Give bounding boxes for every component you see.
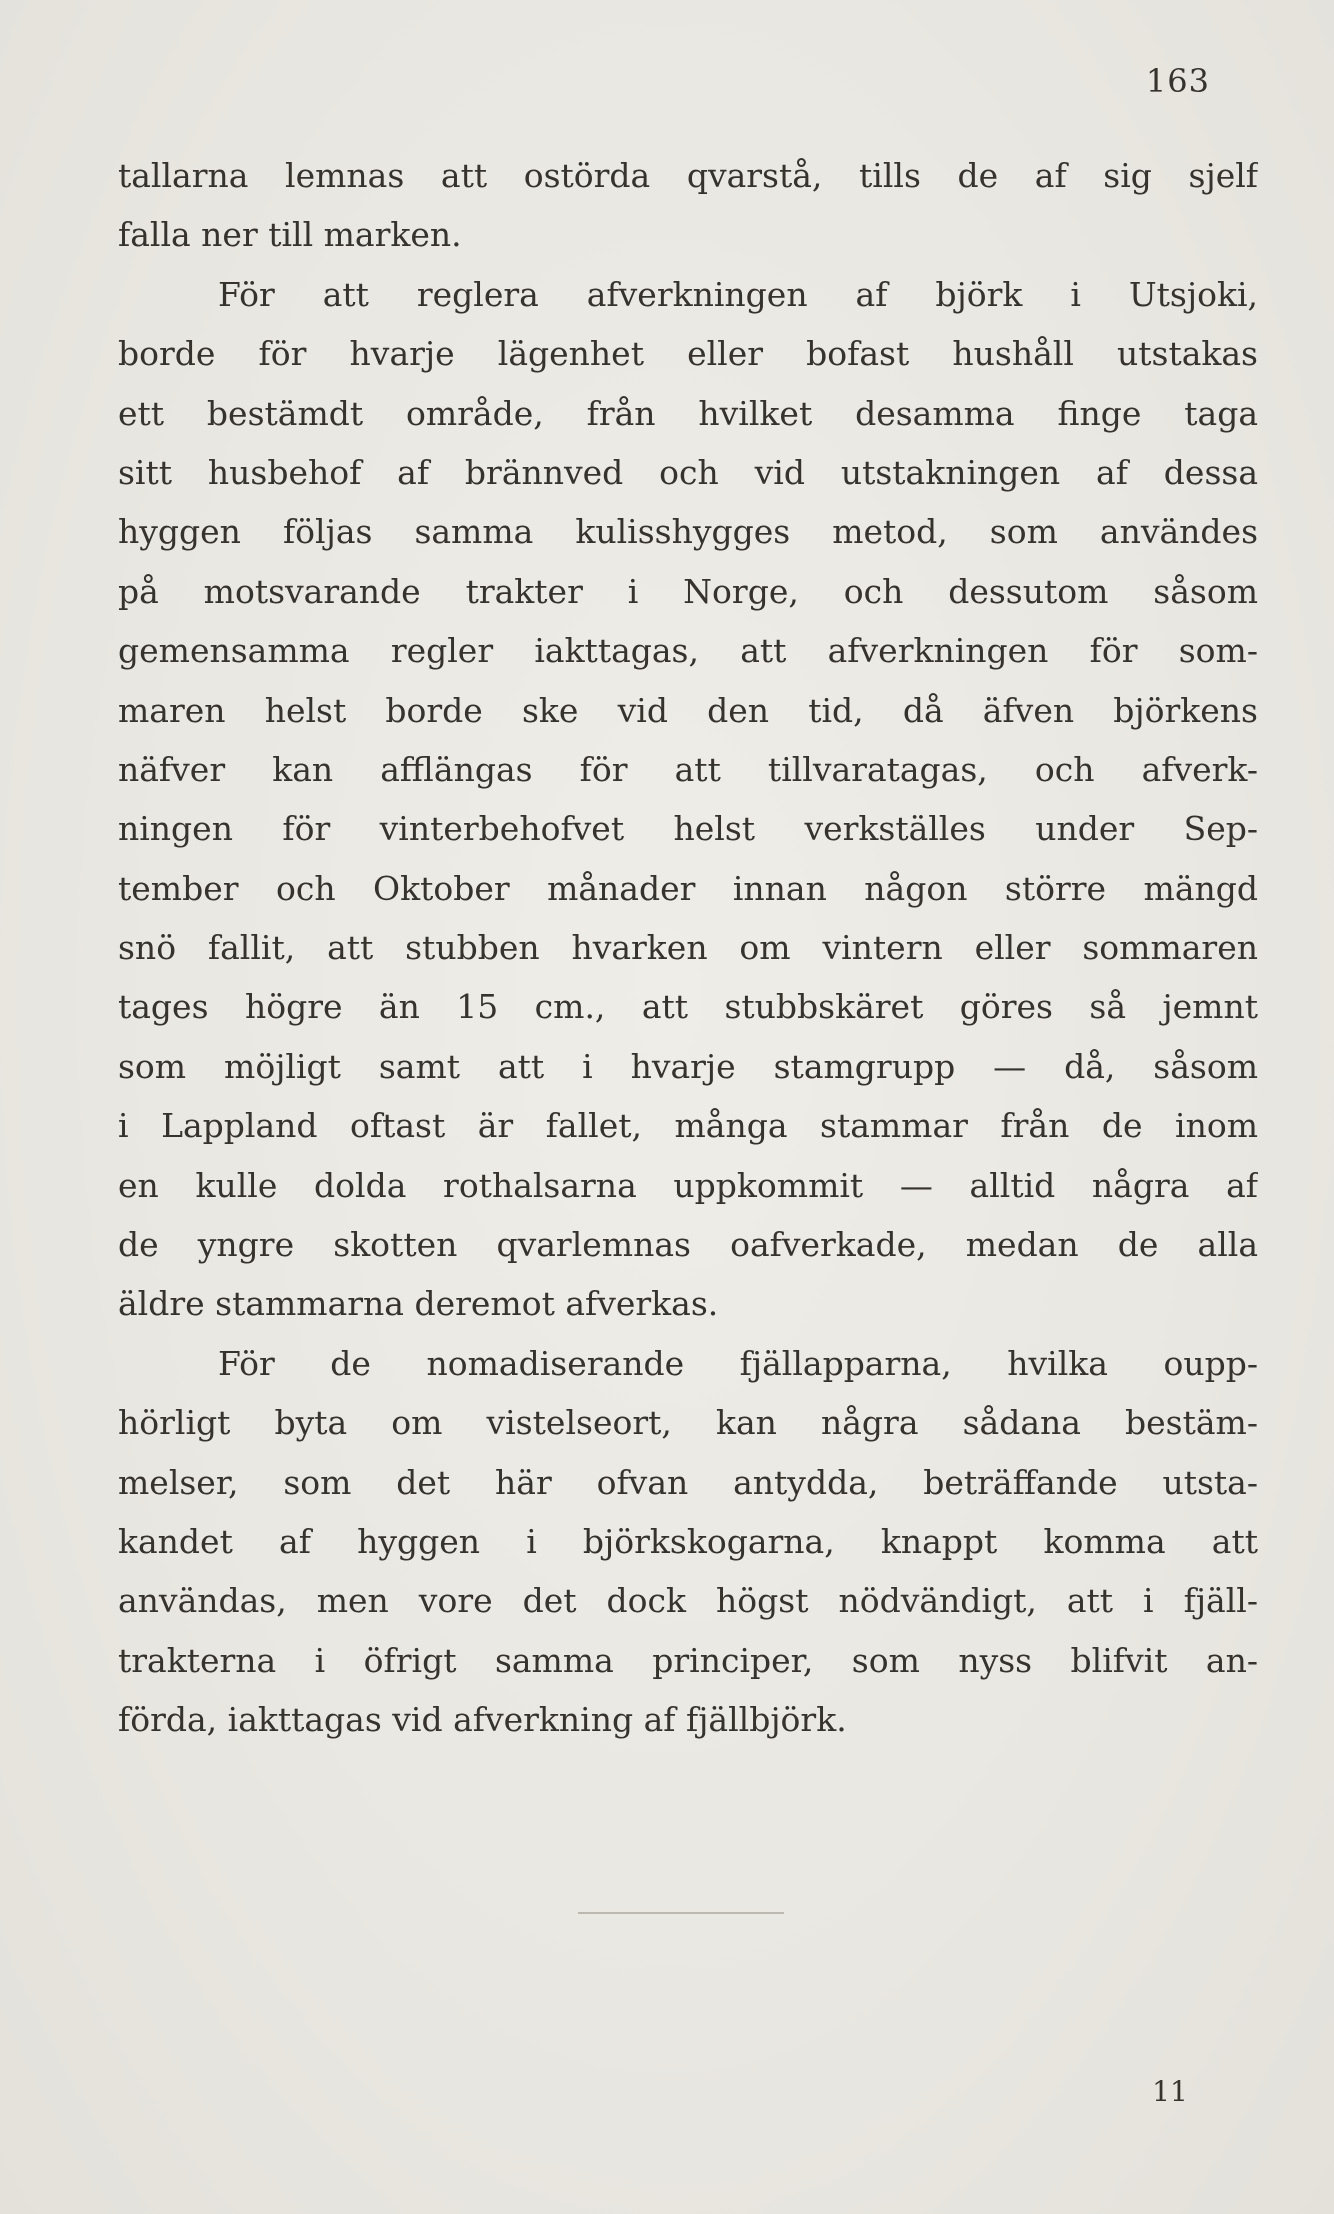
signature-mark: 11 bbox=[1152, 2075, 1188, 2108]
text-line: som möjligt samt att i hvarje stamgrupp — då, såsom bbox=[118, 1046, 1258, 1086]
text-line: För att reglera afverkningen af björk i Utsjoki, bbox=[218, 274, 1258, 314]
text-line: förda, iakttagas vid afverkning af fjällbjörk. bbox=[118, 1700, 847, 1740]
text-line: ett bestämdt område, från hvilket desamma finge taga bbox=[118, 393, 1258, 433]
text-line: tallarna lemnas att ostörda qvarstå, tills de af sig sjelf bbox=[118, 156, 1258, 195]
text-line: falla ner till marken. bbox=[118, 215, 462, 255]
page-number: 163 bbox=[1145, 62, 1210, 100]
text-line: tages högre än 15 cm., att stubbskäret göres så jemnt bbox=[118, 987, 1258, 1027]
body-text bbox=[118, 146, 1258, 1750]
text-line: För de nomadiserande fjällapparna, hvilka oupp- bbox=[218, 1343, 1258, 1383]
text-line: sitt husbehof af brännved och vid utstakningen af dessa bbox=[118, 452, 1258, 492]
text-line: snö fallit, att stubben hvarken om vintern eller sommaren bbox=[118, 928, 1258, 968]
text-line: de yngre skotten qvarlemnas oafverkade, medan de alla bbox=[118, 1225, 1258, 1265]
text-line: ningen för vinterbehofvet helst verkställes under Sep- bbox=[118, 809, 1258, 849]
text-line: borde för hvarje lägenhet eller bofast hushåll utstakas bbox=[118, 334, 1258, 374]
text-line: melser, som det här ofvan antydda, beträffande utsta- bbox=[118, 1462, 1258, 1502]
text-line: maren helst borde ske vid den tid, då äfven björkens bbox=[118, 690, 1258, 730]
text-line: tember och Oktober månader innan någon större mängd bbox=[118, 868, 1258, 908]
section-divider bbox=[578, 1912, 784, 1914]
text-line: hyggen följas samma kulisshygges metod, som användes bbox=[118, 512, 1258, 552]
text-line: näfver kan afflängas för att tillvaratagas, och afverk- bbox=[118, 749, 1258, 789]
text-line: en kulle dolda rothalsarna uppkommit — alltid några af bbox=[118, 1165, 1258, 1205]
text-line: kandet af hyggen i björkskogarna, knappt komma att bbox=[118, 1521, 1258, 1561]
text-line: gemensamma regler iakttagas, att afverkningen för som- bbox=[118, 631, 1258, 671]
text-line: i Lappland oftast är fallet, många stammar från de inom bbox=[118, 1106, 1258, 1146]
text-line: trakterna i öfrigt samma principer, som nyss blifvit an- bbox=[118, 1640, 1258, 1680]
text-line: användas, men vore det dock högst nödvändigt, att i fjäll- bbox=[118, 1581, 1258, 1621]
text-line: hörligt byta om vistelseort, kan några sådana bestäm- bbox=[118, 1403, 1258, 1443]
text-line: på motsvarande trakter i Norge, och dessutom såsom bbox=[118, 571, 1258, 611]
text-line: äldre stammarna deremot afverkas. bbox=[118, 1284, 719, 1324]
